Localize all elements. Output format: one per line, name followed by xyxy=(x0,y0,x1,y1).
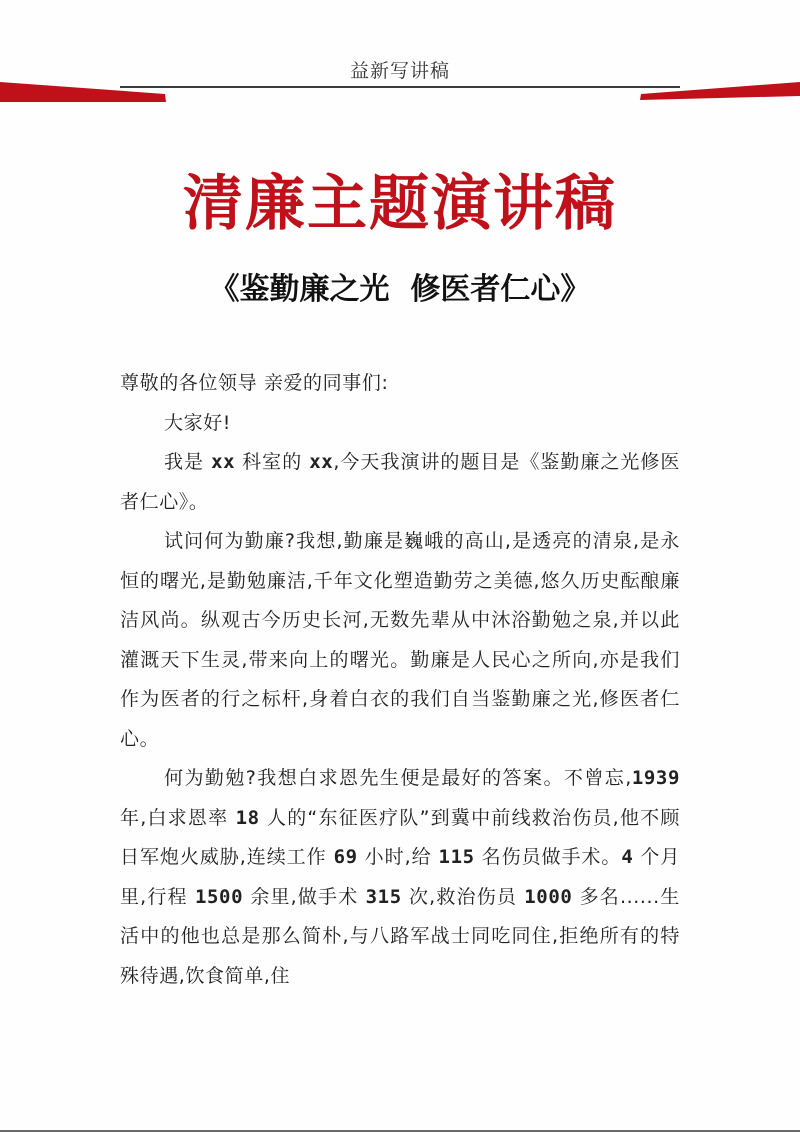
text-segment: 人的“东征医疗队”到冀中前线救治伤员,他不顾日军炮火威胁,连续工作 xyxy=(120,806,680,868)
intro-text-3: ,今天我演讲的题目是《鉴勤廉之光修医者仁心》。 xyxy=(120,451,680,513)
paragraph-qinlian: 试问何为勤廉?我想,勤廉是巍峨的高山,是透亮的清泉,是永恒的曙光,是勤勉廉洁,千年文化塑造勤劳之美德,悠久历史酝酿廉洁风尚。纵观古今历史长河,无数先辈从中沐浴勤勉之泉,并以此灌溉天下生灵,带来向上的曙光。勤廉是人民心之所向,亦是我们作为医者的行之标杆,身着白衣的我们自当鉴勤廉之光,修医者仁心。 xyxy=(120,530,680,750)
text-segment: 何为勤勉?我想白求恩先生便是最好的答案。不曾忘, xyxy=(164,767,632,789)
red-wedge-left-decoration xyxy=(0,82,170,102)
speech-body xyxy=(120,364,680,996)
document-title: 清廉主题演讲稿 xyxy=(183,169,617,239)
intro-text-1: 我是 xyxy=(164,451,212,473)
number-wounded: 115 xyxy=(438,846,475,868)
text-segment: 次,救治伤员 xyxy=(401,885,525,908)
number-surgeries: 315 xyxy=(365,885,402,908)
intro-paragraph xyxy=(120,443,680,522)
number-distance: 1500 xyxy=(194,885,244,908)
salutation: 尊敬的各位领导 亲爱的同事们: xyxy=(120,372,389,394)
text-segment: 个月里,行程 xyxy=(120,846,680,908)
header-divider xyxy=(120,86,680,88)
department-placeholder: xx xyxy=(211,451,236,473)
number-people: 18 xyxy=(235,806,260,829)
header-title: 益新写讲稿 xyxy=(349,60,450,82)
number-treated: 1000 xyxy=(524,885,573,908)
text-segment: 小时,给 xyxy=(357,846,439,868)
number-year: 1939 xyxy=(631,767,680,789)
speech-subtitle: 《鉴勤廉之光 修医者仁心》 xyxy=(209,272,591,307)
greeting: 大家好! xyxy=(164,411,232,434)
text-segment: 多名......生活中的他也总是那么简朴,与八路军战士同吃同住,拒绝所有的特殊待遇,饮食简单,住 xyxy=(120,885,680,987)
text-segment: 年,白求恩率 xyxy=(120,806,236,829)
text-segment: 名伤员做手术。 xyxy=(474,846,622,868)
name-placeholder: xx xyxy=(309,451,334,473)
number-hours: 69 xyxy=(333,846,358,868)
number-months: 4 xyxy=(621,846,634,868)
paragraph-qinmian xyxy=(120,759,680,996)
intro-text-2: 科室的 xyxy=(235,451,310,473)
red-wedge-right-decoration xyxy=(638,82,800,102)
text-segment: 余里,做手术 xyxy=(243,885,366,908)
